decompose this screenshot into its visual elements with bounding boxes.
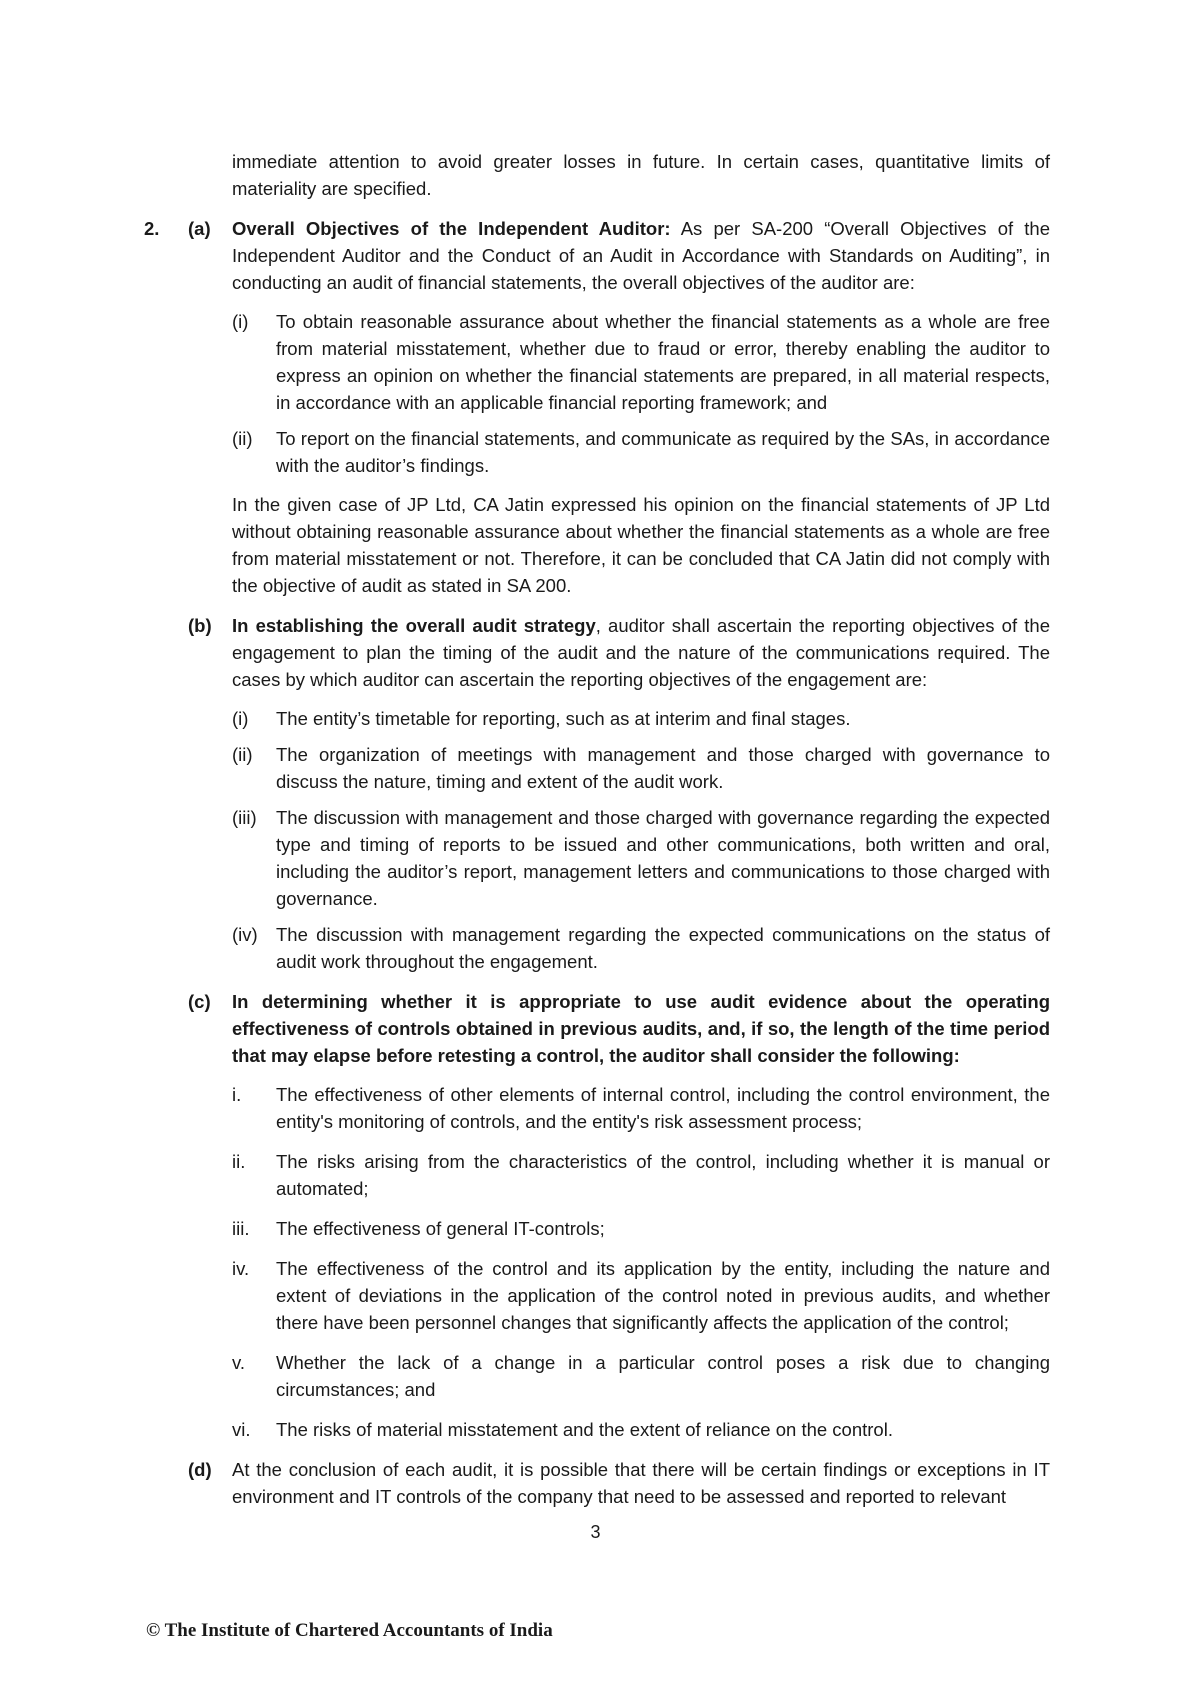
list-item (232, 921, 1050, 975)
part-b-intro (232, 612, 1050, 693)
part-b-label: (b) (188, 615, 212, 636)
intro-paragraph: immediate attention to avoid greater losses in future. In certain cases, quantitative limits of materiality are specified. (232, 151, 1050, 199)
part-a-conclusion: In the given case of JP Ltd, CA Jatin expressed his opinion on the financial statements of JP Ltd without obtaining reasonable assurance about whether the financial statements as a whole are free from material misstatement or not. Therefore, it can be concluded that CA Jatin did not comply with the objective of audit as stated in SA 200. (232, 494, 1050, 596)
list-item (232, 425, 1050, 479)
list-item-text: The risks arising from the characteristics of the control, including whether it is manual or automated; (276, 1151, 1050, 1199)
list-item (232, 1349, 1050, 1403)
list-item-label: ii. (232, 1151, 246, 1172)
page-number: 3 (590, 1522, 601, 1542)
list-item (232, 1148, 1050, 1202)
question-2 (0, 215, 1191, 1510)
part-b-text: , auditor shall ascertain the reporting objectives of the engagement to plan the timing of the audit and the nature of the communications required. The cases by which auditor can ascertain the reporting objectives of the engagement are: (232, 615, 1050, 690)
question-number: 2. (144, 218, 160, 239)
list-item (232, 804, 1050, 912)
list-item-text: The organization of meetings with management and those charged with governance to discuss the nature, timing and extent of the audit work. (276, 744, 1050, 792)
list-item-label: (i) (232, 708, 249, 729)
list-item-label: vi. (232, 1419, 251, 1440)
part-c-list (232, 1081, 1050, 1443)
list-item-text: To obtain reasonable assurance about whether the financial statements as a whole are free from material misstatement, whether due to fraud or error, thereby enabling the auditor to express an opinion on whether the financial statements are prepared, in all material respects, in accordance with an applicable financial reporting framework; and (276, 311, 1050, 413)
list-item-text: The effectiveness of general IT-controls; (276, 1218, 605, 1239)
list-item-text: The risks of material misstatement and the extent of reliance on the control. (276, 1419, 893, 1440)
list-item-label: iv. (232, 1258, 250, 1279)
part-a-text: As per SA-200 “Overall Objectives of the Independent Auditor and the Conduct of an Audit in Accordance with Standards on Auditing”, in conducting an audit of financial statements, the overall objectives of the auditor are: (232, 218, 1050, 293)
list-item-text: The discussion with management and those charged with governance regarding the expected type and timing of reports to be issued and other communications, both written and oral, including the auditor’s report, management letters and communications to those charged with governance. (276, 807, 1050, 909)
list-item-text: The effectiveness of the control and its application by the entity, including the nature and extent of deviations in the application of the control noted in previous audits, and whether there have been personnel changes that significantly affects the application of the control; (276, 1258, 1050, 1333)
list-item-label: (iv) (232, 924, 258, 945)
list-item-label: (iii) (232, 807, 257, 828)
list-item-text: Whether the lack of a change in a particular control poses a risk due to changing circumstances; and (276, 1352, 1050, 1400)
list-item (232, 1081, 1050, 1135)
list-item-label: (ii) (232, 744, 253, 765)
part-a-label: (a) (188, 218, 211, 239)
list-item (232, 741, 1050, 795)
footer-copyright: © The Institute of Chartered Accountants of India (146, 1620, 553, 1641)
list-item-text: The entity’s timetable for reporting, such as at interim and final stages. (276, 708, 851, 729)
list-item (232, 308, 1050, 416)
list-item-label: v. (232, 1352, 246, 1373)
list-item-text: To report on the financial statements, and communicate as required by the SAs, in accordance with the auditor’s findings. (276, 428, 1050, 476)
part-d-label: (d) (188, 1459, 212, 1480)
part-a (0, 215, 1191, 599)
list-item (232, 1215, 1050, 1242)
part-c-heading: In determining whether it is appropriate to use audit evidence about the operating effectiveness of controls obtained in previous audits, and, if so, the length of the time period that may elapse before retesting a control, the auditor shall consider the following: (232, 991, 1050, 1066)
part-b-list (232, 705, 1050, 975)
part-a-heading: Overall Objectives of the Independent Auditor: (232, 218, 671, 239)
part-b (0, 612, 1191, 975)
part-a-list (232, 308, 1050, 479)
list-item-label: iii. (232, 1218, 250, 1239)
list-item (232, 705, 1050, 732)
part-c-label: (c) (188, 991, 211, 1012)
list-item (232, 1255, 1050, 1336)
list-item-label: (i) (232, 311, 249, 332)
part-b-heading: In establishing the overall audit strategy (232, 615, 596, 636)
part-c (0, 988, 1191, 1443)
page-content (0, 148, 1191, 1510)
part-d (0, 1456, 1191, 1510)
list-item-label: i. (232, 1084, 242, 1105)
list-item-text: The discussion with management regarding the expected communications on the status of audit work throughout the engagement. (276, 924, 1050, 972)
list-item-label: (ii) (232, 428, 253, 449)
part-a-intro (232, 215, 1050, 296)
part-d-text: At the conclusion of each audit, it is possible that there will be certain findings or exceptions in IT environment and IT controls of the company that need to be assessed and reported to relevant (232, 1459, 1050, 1507)
list-item-text: The effectiveness of other elements of internal control, including the control environment, the entity's monitoring of controls, and the entity's risk assessment process; (276, 1084, 1050, 1132)
list-item (232, 1416, 1050, 1443)
